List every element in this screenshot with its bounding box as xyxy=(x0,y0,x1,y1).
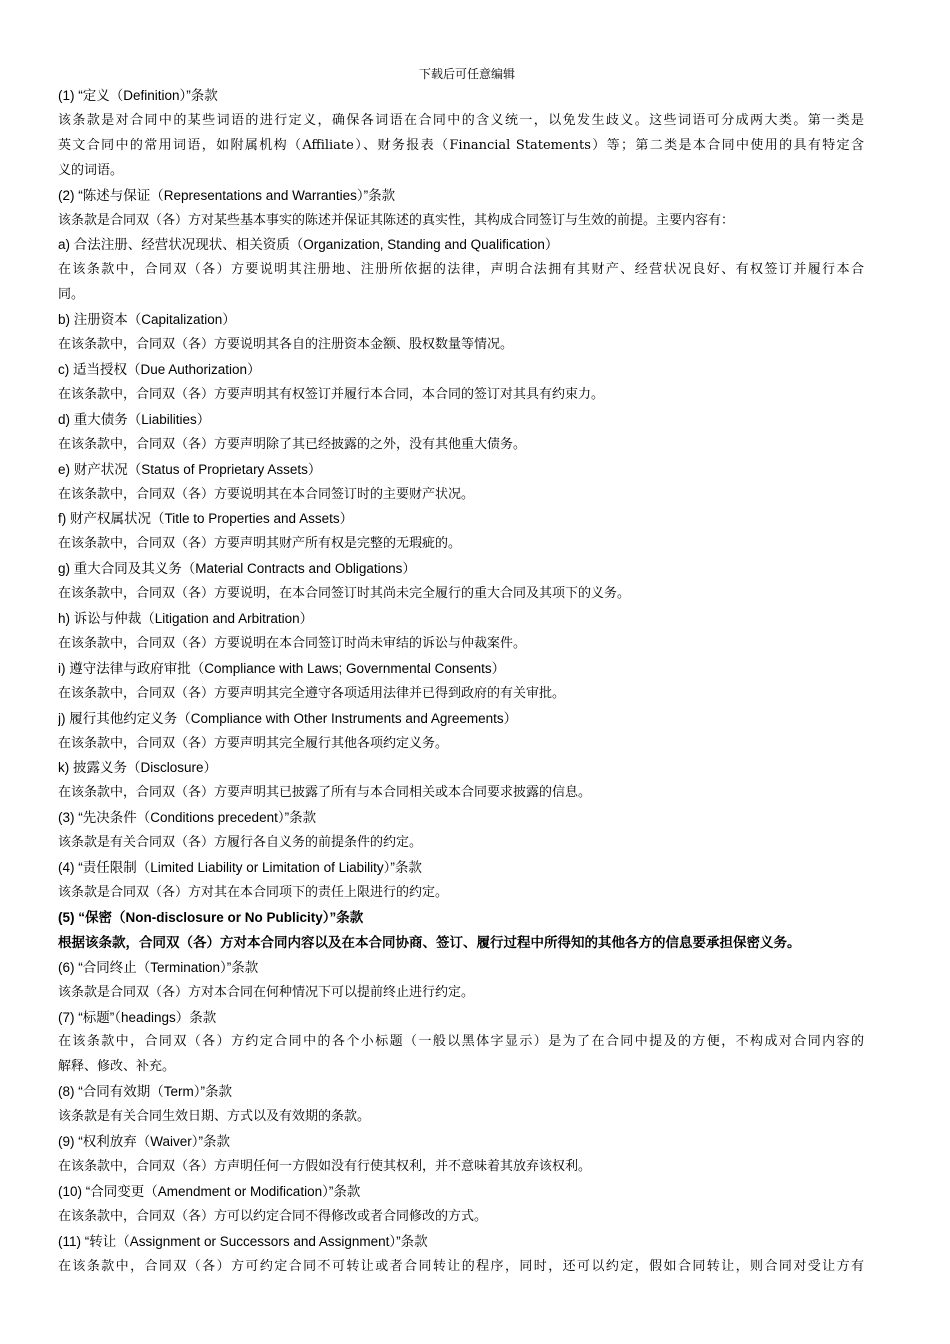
clause-heading: (8) “合同有效期（Term）”条款 xyxy=(58,1084,232,1100)
page-header: 下载后可任意编辑 xyxy=(418,67,515,81)
paragraph-line: 在该条款中，合同双（各）方要说明其各自的注册资本金额、股权数量等情况。 xyxy=(58,337,514,353)
clause-heading: b) 注册资本（Capitalization） xyxy=(58,312,236,328)
bold-line: (5) “保密（Non-disclosure or No Publicity）”条款 xyxy=(58,909,364,925)
paragraph-line: 在该条款中，合同双（各）方要声明其已披露了所有与本合同相关或本合同要求披露的信息。 xyxy=(58,785,592,801)
paragraph-line: 在该条款中，合同双（各）方可约定合同不可转让或者合同转让的程序，同时，还可以约定，假如合同转让，则合同对受让方有 xyxy=(58,1258,864,1274)
clause-heading: h) 诉讼与仲裁（Litigation and Arbitration） xyxy=(58,611,314,627)
clause-heading: (3) “先决条件（Conditions precedent）”条款 xyxy=(58,810,317,826)
clause-heading: (7) “标题”（headings）条款 xyxy=(58,1009,217,1025)
clause-heading: (11) “转让（Assignment or Successors and Assignment）”条款 xyxy=(58,1233,428,1249)
paragraph-line: 英文合同中的常用词语，如附属机构（Affiliate）、财务报表（Financial Statements）等；第二类是本合同中使用的具有特定含 xyxy=(58,137,864,153)
paragraph-line: 该条款是有关合同生效日期、方式以及有效期的条款。 xyxy=(58,1109,371,1125)
paragraph-line: 该条款是有关合同双（各）方履行各自义务的前提条件的约定。 xyxy=(58,835,423,851)
paragraph-line: 该条款是合同双（各）方对本合同在何种情况下可以提前终止进行约定。 xyxy=(58,984,475,1000)
clause-heading: f) 财产权属状况（Title to Properties and Assets） xyxy=(58,511,354,527)
clause-heading: j) 履行其他约定义务（Compliance with Other Instruments and Agreements） xyxy=(58,710,518,726)
paragraph-line: 在该条款中，合同双（各）方约定合同中的各个小标题（一般以黑体字显示）是为了在合同中提及的方便，不构成对合同内容的 xyxy=(58,1034,864,1050)
paragraph-line: 在该条款中，合同双（各）方要说明，在本合同签订时其尚未完全履行的重大合同及其项下的义务。 xyxy=(58,586,631,602)
paragraph-line: 在该条款中，合同双（各）方可以约定合同不得修改或者合同修改的方式。 xyxy=(58,1208,488,1224)
paragraph-line: 义的词语。 xyxy=(58,162,124,178)
clause-heading: (1) “定义（Definition）”条款 xyxy=(58,88,218,103)
paragraph-line: 在该条款中，合同双（各）方要声明其财产所有权是完整的无瑕疵的。 xyxy=(58,536,462,552)
paragraph-line: 在该条款中，合同双（各）方要说明其注册地、注册所依据的法律，声明合法拥有其财产、经营状况良好、有权签订并履行本合 xyxy=(58,262,864,278)
clause-heading: (4) “责任限制（Limited Liability or Limitation of Liability）”条款 xyxy=(58,860,422,876)
clause-heading: e) 财产状况（Status of Proprietary Assets） xyxy=(58,461,322,477)
clause-heading: a) 合法注册、经营状况现状、相关资质（Organization, Standing and Qualification） xyxy=(58,237,559,253)
paragraph-line: 在该条款中，合同双（各）方要说明在本合同签订时尚未审结的诉讼与仲裁案件。 xyxy=(58,635,527,651)
clause-heading: k) 披露义务（Disclosure） xyxy=(58,760,218,776)
bold-line: 根据该条款，合同双（各）方对本合同内容以及在本合同协商、签订、履行过程中所得知的其他各方的信息要承担保密义务。 xyxy=(58,934,801,950)
clause-heading: i) 遵守法律与政府审批（Compliance with Laws; Governmental Consents） xyxy=(58,660,506,676)
paragraph-line: 在该条款中，合同双（各）方声明任何一方假如没有行使其权利，并不意味着其放弃该权利。 xyxy=(58,1158,592,1174)
paragraph-line: 在该条款中，合同双（各）方要声明其完全履行其他各项约定义务。 xyxy=(58,735,449,751)
paragraph-line: 在该条款中，合同双（各）方要声明其完全遵守各项适用法律并已得到政府的有关审批。 xyxy=(58,685,566,701)
document-body xyxy=(58,84,864,1280)
clause-heading: (6) “合同终止（Termination）”条款 xyxy=(58,959,259,975)
paragraph-line: 解释、修改、补充。 xyxy=(58,1059,176,1075)
paragraph-line: 该条款是合同双（各）方对其在本合同项下的责任上限进行的约定。 xyxy=(58,885,449,900)
clause-heading: (2) “陈述与保证（Representations and Warranties）”条款 xyxy=(58,187,396,203)
paragraph-line: 在该条款中，合同双（各）方要说明其在本合同签订时的主要财产状况。 xyxy=(58,486,475,502)
paragraph-line: 在该条款中，合同双（各）方要声明其有权签订并履行本合同，本合同的签订对其具有约束力。 xyxy=(58,386,605,402)
clause-heading: (9) “权利放弃（Waiver）”条款 xyxy=(58,1134,230,1150)
clause-heading: d) 重大债务（Liabilities） xyxy=(58,411,211,427)
document-page xyxy=(58,64,864,1280)
paragraph-line: 该条款是对合同中的某些词语的进行定义，确保各词语在合同中的含义统一，以免发生歧义。这些词语可分成两大类。第一类是 xyxy=(58,112,864,128)
paragraph-line: 在该条款中，合同双（各）方要声明除了其已经披露的之外，没有其他重大债务。 xyxy=(58,436,527,452)
clause-heading: c) 适当授权（Due Authorization） xyxy=(58,361,261,377)
paragraph-line: 该条款是合同双（各）方对某些基本事实的陈述并保证其陈述的真实性，其构成合同签订与生效的前提。主要内容有： xyxy=(58,212,735,228)
paragraph-line: 同。 xyxy=(58,287,85,303)
clause-heading: (10) “合同变更（Amendment or Modification）”条款 xyxy=(58,1183,361,1199)
clause-heading: g) 重大合同及其义务（Material Contracts and Obligations） xyxy=(58,561,416,577)
